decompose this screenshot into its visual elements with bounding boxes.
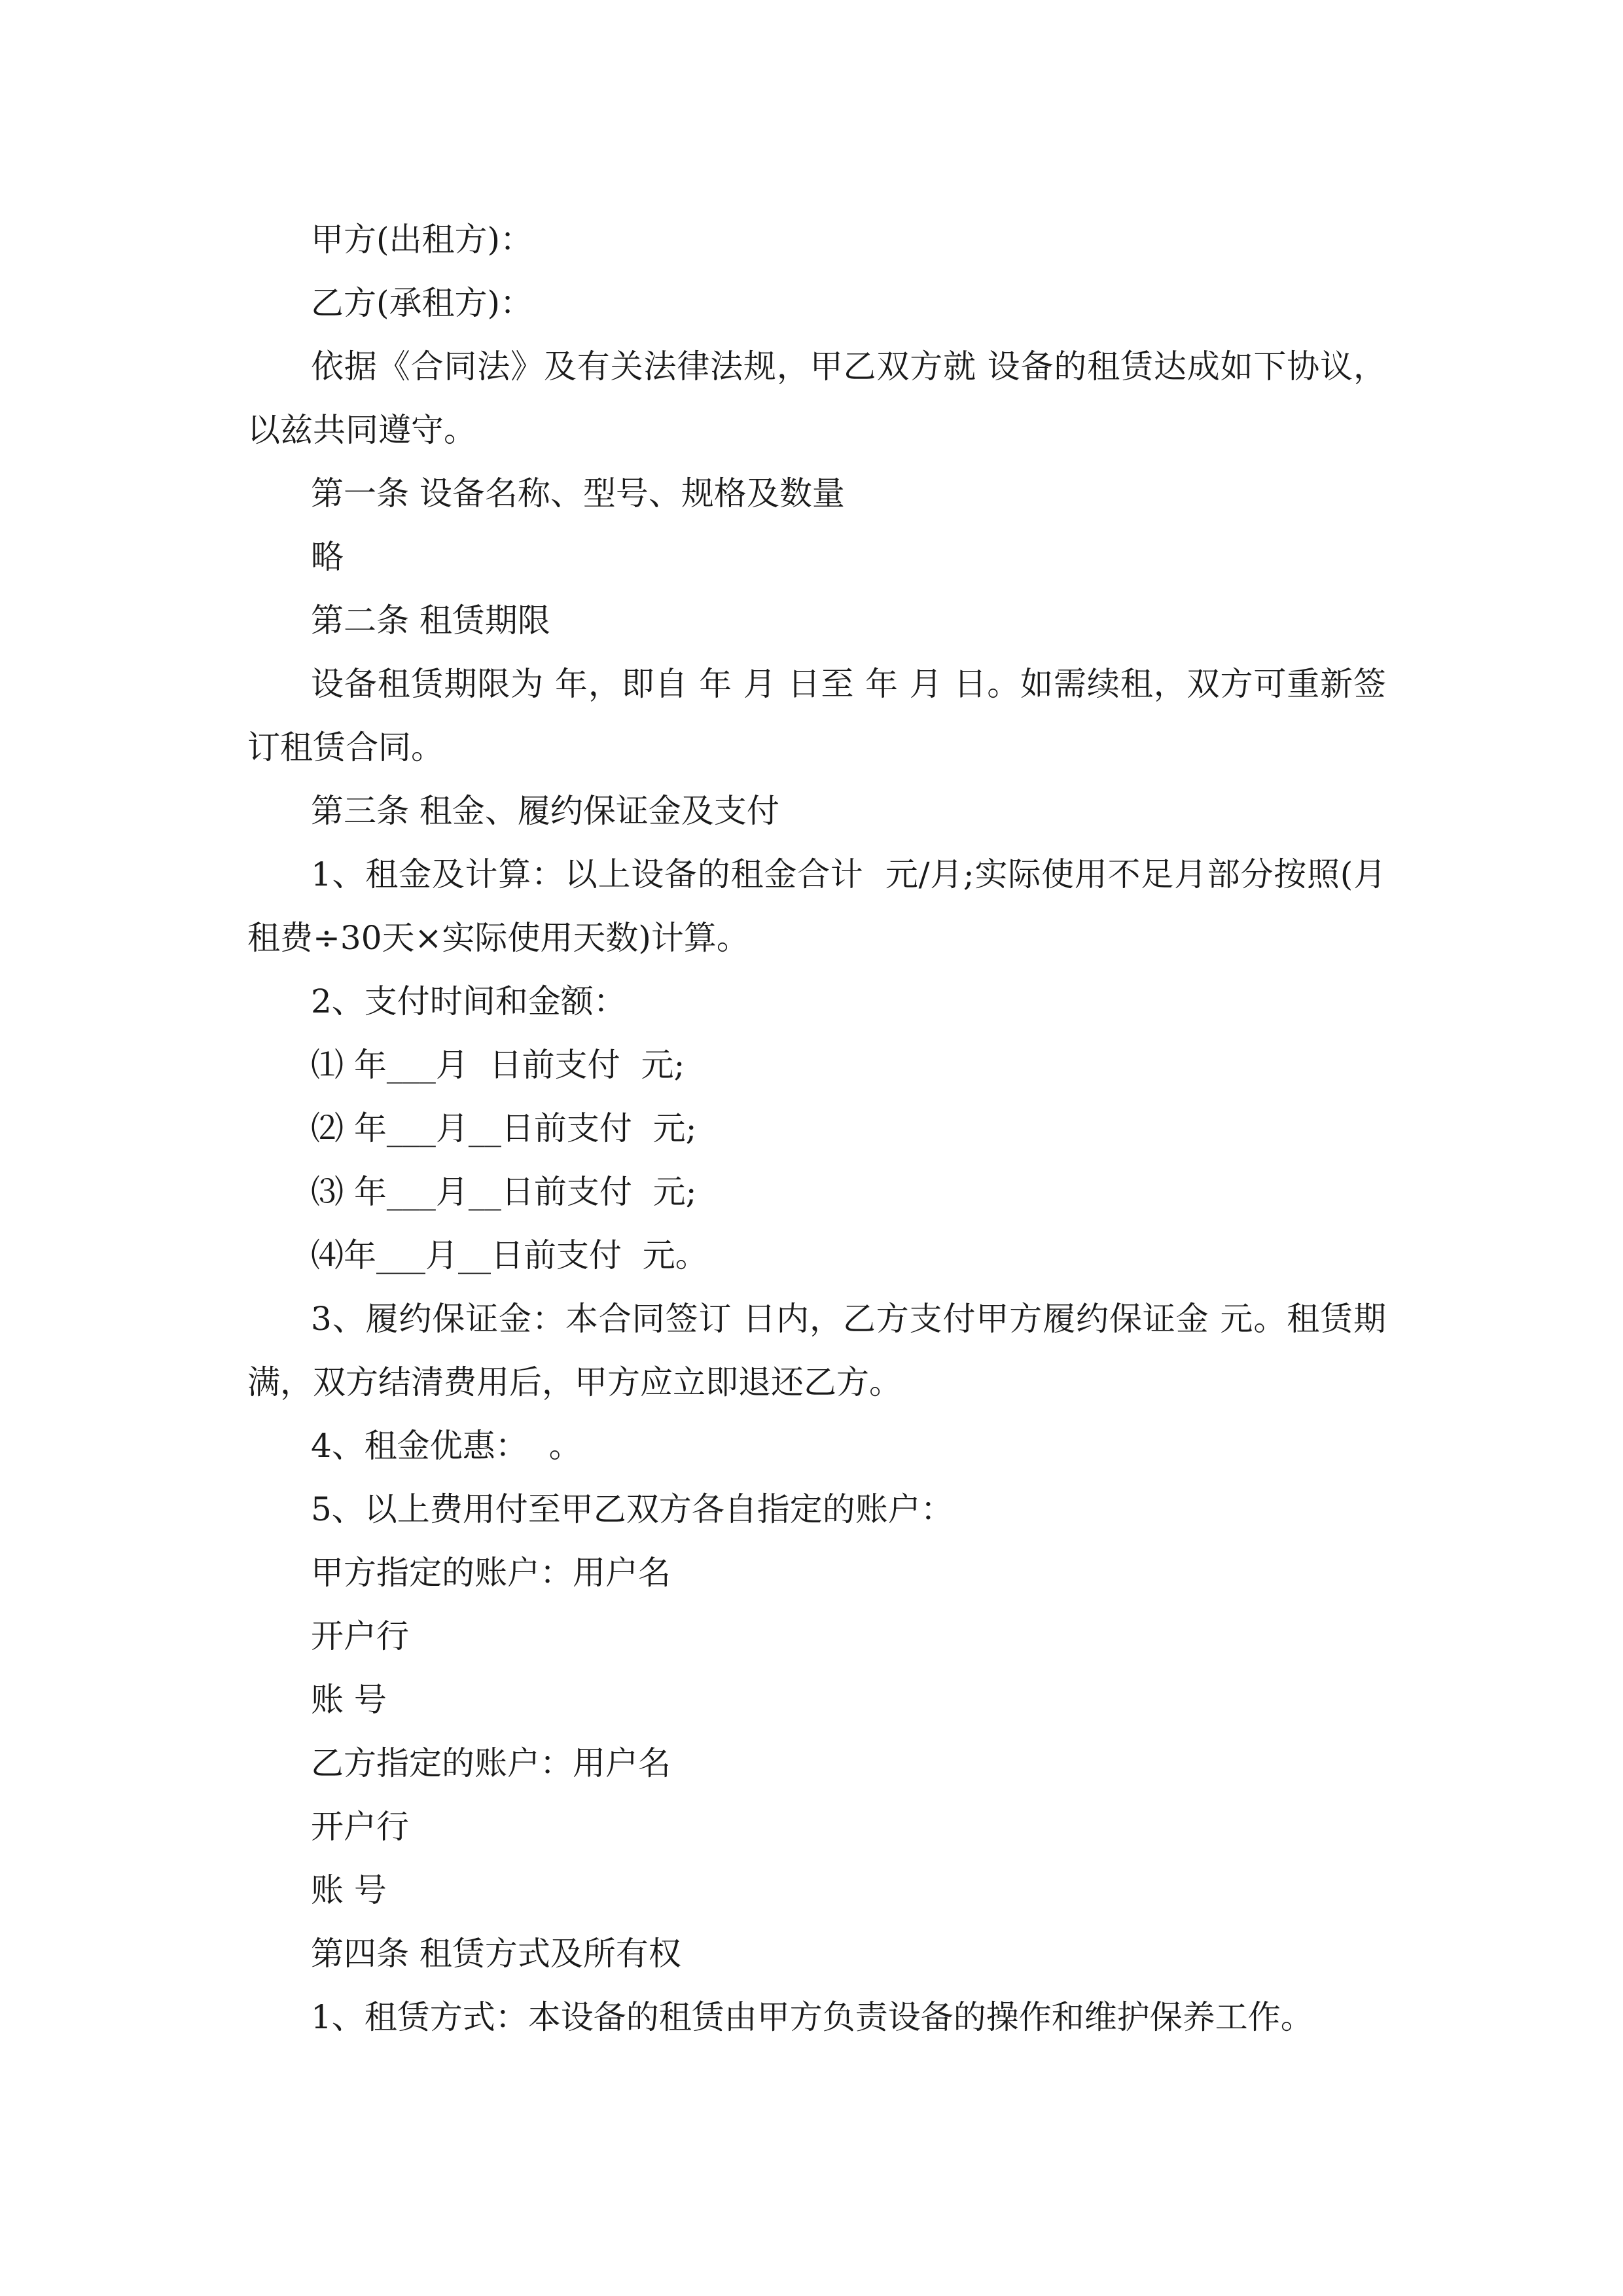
article-1-body: 略	[311, 538, 344, 576]
contract-body	[247, 208, 1386, 2049]
party-b-account-name: 乙方指定的账户：用户名	[311, 1744, 671, 1782]
rent-calculation-paragraph: 1、租金及计算：以上设备的租金合计 元/月;实际使用不足月部分按照(月租费÷30天×实际使用天数)计算。	[247, 855, 1386, 957]
article-3-heading: 第三条 租金、履约保证金及支付	[311, 792, 779, 830]
article-1-heading: 第一条 设备名称、型号、规格及数量	[311, 475, 845, 512]
party-a-account-name: 甲方指定的账户：用户名	[311, 1554, 671, 1592]
article-4-heading: 第四条 租赁方式及所有权	[311, 1935, 681, 1973]
rent-discount-line: 4、租金优惠： 。	[311, 1427, 582, 1465]
payment-item-1: ⑴ 年___月 日前支付 元;	[311, 1046, 685, 1084]
preamble-paragraph: 依据《合同法》及有关法律法规，甲乙双方就 设备的租赁达成如下协议，以兹共同遵守。	[247, 348, 1386, 449]
lease-term-paragraph: 设备租赁期限为 年，即自 年 月 日至 年 月 日。如需续租，双方可重新签订租赁合同。	[247, 665, 1386, 766]
party-a-line: 甲方(出租方)：	[311, 221, 533, 259]
article-2-heading: 第二条 租赁期限	[311, 601, 550, 639]
lease-method-paragraph: 1、租赁方式：本设备的租赁由甲方负责设备的操作和维护保养工作。	[311, 1998, 1313, 2036]
payment-item-3: ⑶ 年___月__日前支付 元;	[311, 1173, 697, 1211]
party-b-bank: 开户行	[311, 1808, 409, 1846]
deposit-paragraph: 3、履约保证金：本合同签订 日内，乙方支付甲方履约保证金 元。租赁期满，双方结清费用后，甲方应立即退还乙方。	[247, 1300, 1386, 1401]
payment-item-2: ⑵ 年___月__日前支付 元;	[311, 1109, 697, 1147]
payment-schedule-heading: 2、支付时间和金额：	[311, 982, 626, 1020]
party-a-bank: 开户行	[311, 1617, 409, 1655]
party-a-account-number: 账 号	[311, 1681, 387, 1719]
party-b-line: 乙方(承租方)：	[311, 284, 533, 322]
accounts-intro-line: 5、以上费用付至甲乙双方各自指定的账户：	[311, 1490, 954, 1528]
payment-item-4: ⑷年___月__日前支付 元。	[311, 1236, 708, 1274]
party-b-account-number: 账 号	[311, 1871, 387, 1909]
